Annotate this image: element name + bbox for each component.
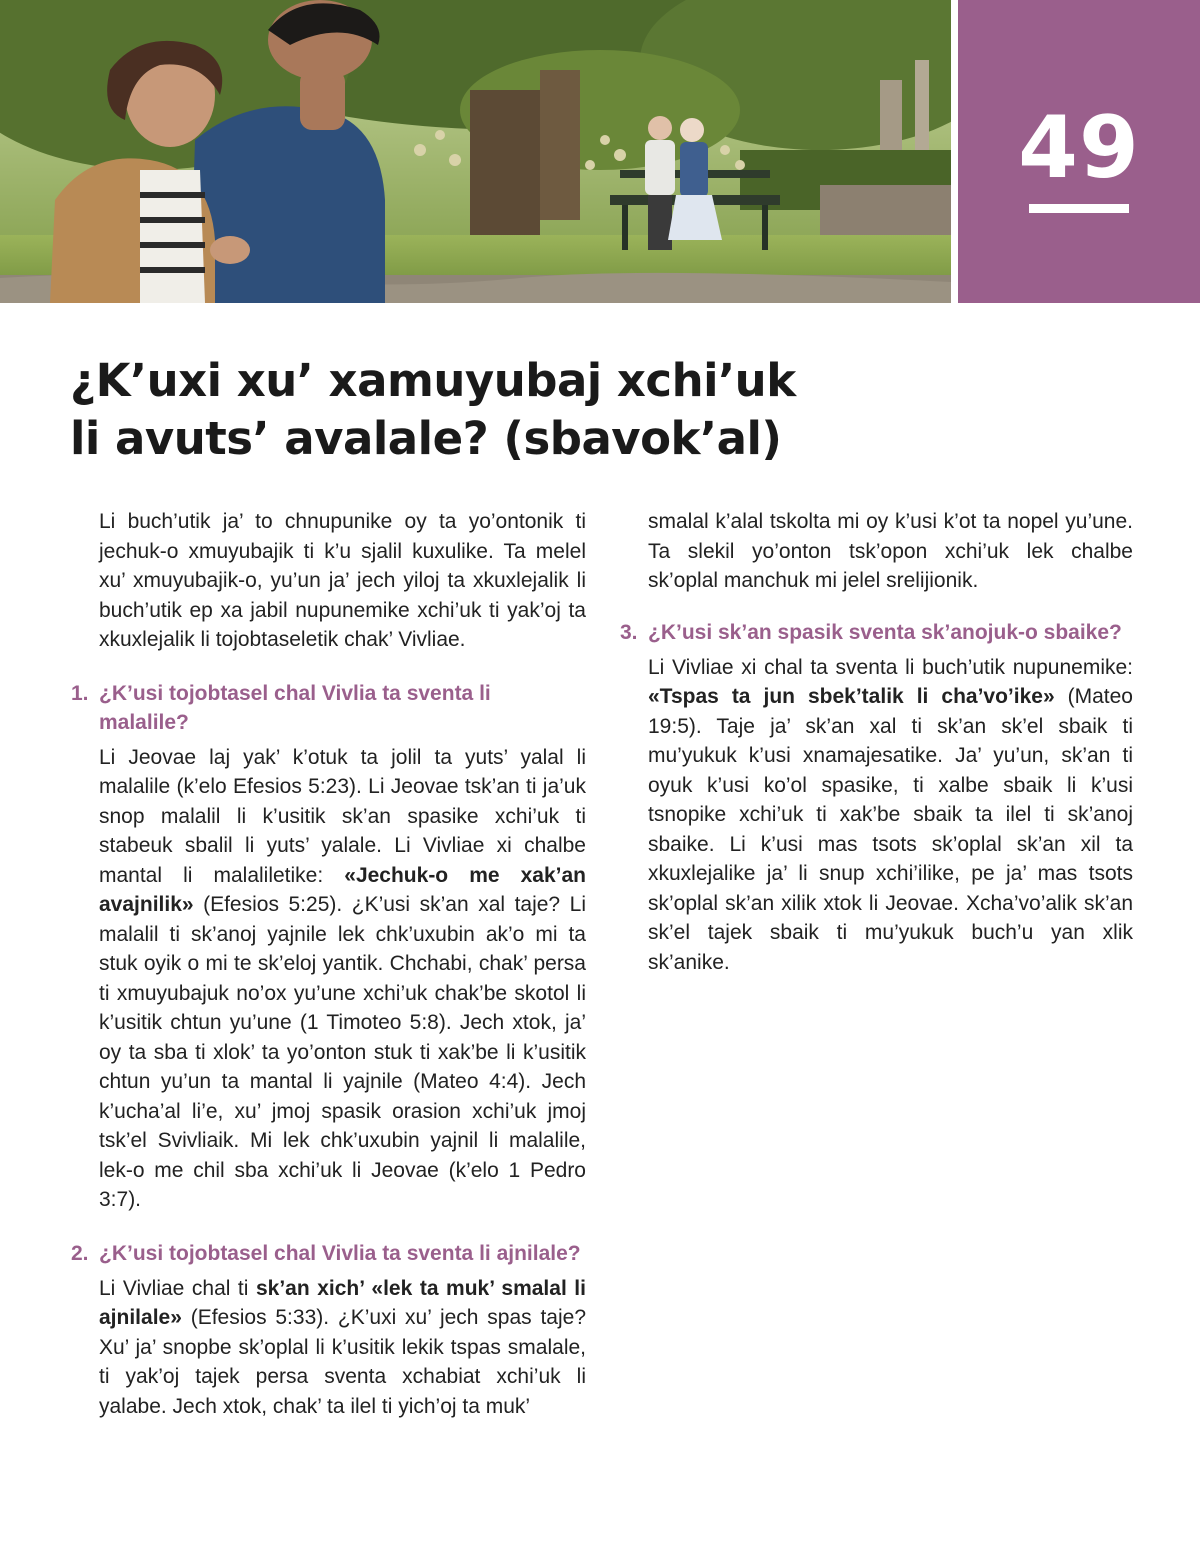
section-1-number: 1.: [71, 681, 89, 705]
page-title-line-1: ¿K’uxi xu’ xamuyubaj xchi’uk: [70, 354, 796, 407]
section-3-bold: «Tspas ta jun sbek’talik li cha’vo’ike»: [648, 685, 1055, 708]
section-1-text-b: (Efesios 5:25). ¿K’usi sk’an xal taje? Li malalil ti sk’anoj yajnile lek chk’uxubin ak’o mi ta stuk oyik o mi te sk’eloj yantik. Chchabi, chak’ persa ti xmuyubajuk no’ox yu’une xchi’uk chak’be skotol li k’usitik chtun yu’une (1 Timoteo 5:8). Jech xtok, ja’ oy ta sba ti xlok’ ta yo’onton stuk ti xak’be li k’usitik chtun yu’un ta mantal li yajnile (Mateo 4:4). Jech k’ucha’al li’e, xu’ jmoj spasik orasion xchi’uk jmoj tsk’el Svivliaik. Mi lek chk’uxubin yajnil li malalile, lek-o me chil sba xchi’uk li Jeovae (k’elo 1 Pedro 3:7).: [99, 893, 586, 1211]
hero-photo: [0, 0, 951, 303]
section-3-heading: [620, 618, 1133, 647]
lesson-number-box: [958, 0, 1200, 303]
right-column: [620, 507, 1133, 977]
section-1-text-a: Li Jeovae laj yak’ k’otuk ta jolil ta yuts’ yalal li malalile (k’elo Efesios 5:23). Li Jeovae tsk’an ti ja’uk snop malalil li k’usitik sk’an spasike xchi’uk ti stabeuk sbalil li yuts’ yalale. Li Vivliae xi chalbe mantal li malaliletike:: [99, 745, 586, 887]
section-2-bold: sk’an xich’ «lek ta muk’ smalal li ajnilale»: [99, 1276, 586, 1329]
left-column: [71, 507, 586, 1421]
section-1-question: ¿K’usi tojobtasel chal Vivlia ta sventa li malalile?: [99, 681, 491, 734]
lesson-number-underline: [1029, 204, 1129, 213]
section-3-paragraph: [620, 653, 1133, 978]
page-title-line-2: li avuts’ avalale? (sbavok’al): [70, 412, 782, 465]
lesson-number: 49: [1018, 98, 1140, 198]
section-2-question: ¿K’usi tojobtasel chal Vivlia ta sventa li ajnilale?: [99, 1241, 581, 1265]
section-1-heading: [71, 679, 586, 737]
section-3-number: 3.: [620, 620, 638, 644]
section-1-paragraph: [71, 743, 586, 1215]
section-3-text-a: Li Vivliae xi chal ta sventa li buch’utik nupunemike:: [648, 655, 1133, 679]
section-2-number: 2.: [71, 1241, 89, 1265]
section-2-paragraph-continued: smalal k’alal tskolta mi oy k’usi k’ot ta nopel yu’une. Ta slekil yo’onton tsk’opon xchi’uk lek chalbe sk’oplal manchuk mi jelel srelijionik.: [648, 510, 1133, 592]
section-3-text-b: (Mateo 19:5). Taje ja’ sk’an xal ti sk’an sk’el sbaik ti mu’yukuk k’usi xnamajesatike. Ja’ yu’un, sk’an ti oyuk k’usi ko’ol spasike, ti xalbe sbaik li k’usi tsnopike xchi’uk ti xak’be sbaik ta ilel ti sk’anoj sbaike. Li k’usi mas tsots sk’oplal sk’an xil ta xkuxlejalike ja’ li snup xchi’ilike, pe ja’ mas tsots sk’oplal sk’an xilik xtok li Jeovae. Xcha’vo’alik sk’an sk’el tajek sbaik ti mu’yukuk buch’u yan xlik sk’anike.: [648, 685, 1133, 974]
section-2-paragraph: [71, 1274, 586, 1422]
intro-paragraph: Li buch’utik ja’ to chnupunike oy ta yo’ontonik ti jechuk-o xmuyubajik ti k’u sjalil kuxulike. Ta melel xu’ xmuyubajik-o, yu’un ja’ jech yiloj ta xkuxlejalik li buch’utik ep xa jabil nupunemike xchi’uk ti yak’oj ta xkuxlejalik li tojobtaseletik chak’ Vivliae.: [99, 510, 586, 651]
section-2-text-b: (Efesios 5:33). ¿K’uxi xu’ jech spas taje? Xu’ ja’ snopbe sk’oplal li k’usitik lekik tspas smalale, ti yak’oj tajek persa sventa xchabiat xchi’uk li yalabe. Jech xtok, chak’ ta ilel ti yich’oj ta muk’: [99, 1306, 586, 1418]
section-1-bold: «Jechuk-o me xak’an avajnilik»: [99, 863, 586, 916]
page-title: [70, 352, 950, 468]
park-couple-illustration: [0, 0, 951, 303]
section-2-text-a: Li Vivliae chal ti: [99, 1276, 256, 1300]
section-2-heading: [71, 1239, 586, 1268]
section-3-question: ¿K’usi sk’an spasik sventa sk’anojuk-o sbaike?: [648, 620, 1122, 644]
